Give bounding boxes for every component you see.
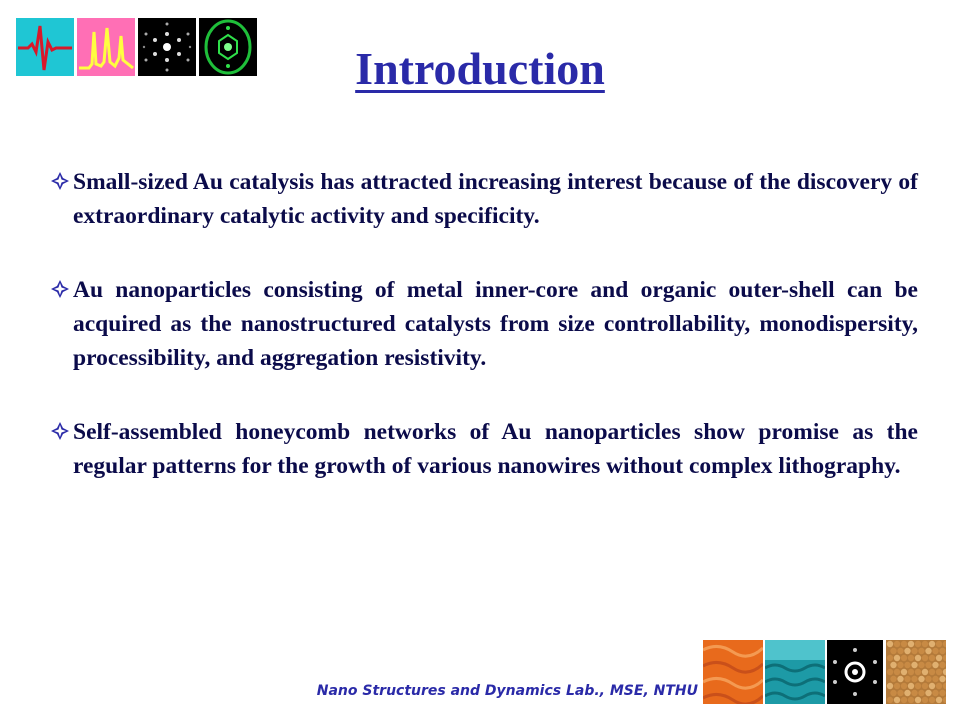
bullet-text: Au nanoparticles consisting of metal inner-core and organic outer-shell can be acquired as the nanostructured catalysts from size controllability, monodispersity, processibility, and aggregation resistivity. [73, 277, 918, 371]
bullet-item [50, 273, 918, 375]
bullet-item [50, 415, 918, 483]
nanoparticle-array-icon [886, 640, 946, 704]
bullet-item [50, 165, 918, 233]
teal-water-icon [765, 640, 825, 704]
slide-title [0, 42, 960, 95]
bullet-list [50, 165, 918, 523]
diamond-bullet-icon [50, 421, 70, 441]
bullet-text: Self-assembled honeycomb networks of Au nanoparticles show promise as the regular patterns for the growth of various nanowires without complex lithography. [73, 419, 918, 479]
orange-texture-icon [703, 640, 763, 704]
diamond-bullet-icon [50, 171, 70, 191]
diamond-bullet-icon [50, 279, 70, 299]
footer-lab-name: Nano Structures and Dynamics Lab., MSE, NTHU [316, 683, 698, 699]
bullet-text: Small-sized Au catalysis has attracted increasing interest because of the discovery of extraordinary catalytic activity and specificity. [73, 169, 918, 229]
diffraction-spots-icon [827, 640, 883, 704]
slide-title-text: Introduction [355, 43, 605, 94]
